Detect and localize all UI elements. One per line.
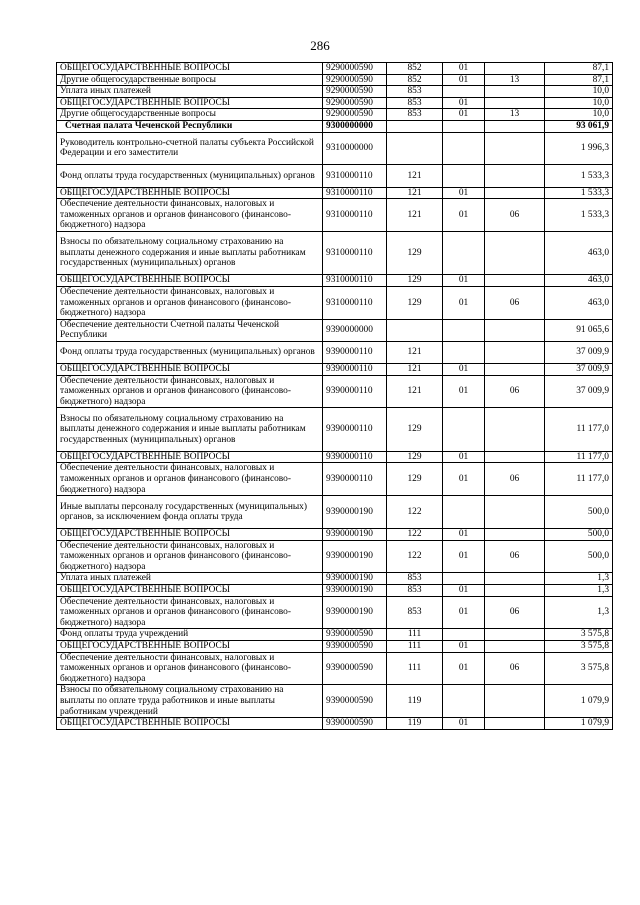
table-row [57, 63, 613, 75]
row-expense-type-cell: 852 [387, 74, 443, 86]
row-code-cell: 9390000590 [323, 718, 387, 730]
row-amount-cell: 87,1 [545, 74, 613, 86]
row-name-cell: Фонд оплаты труда государственных (муниципальных) органов [57, 165, 323, 187]
row-code-cell: 9290000590 [323, 86, 387, 98]
row-code-cell: 9310000110 [323, 187, 387, 199]
row-code-cell: 9390000110 [323, 451, 387, 463]
row-name-cell: Обеспечение деятельности финансовых, налоговых и таможенных органов и органов финансового (финансово-бюджетного) надзора [57, 199, 323, 232]
row-expense-type-cell: 129 [387, 231, 443, 274]
row-section-cell: 01 [443, 451, 485, 463]
row-subsection-cell [485, 63, 545, 75]
row-subsection-cell: 06 [485, 652, 545, 685]
row-amount-cell: 500,0 [545, 496, 613, 529]
row-section-cell: 01 [443, 540, 485, 573]
row-amount-cell: 93 061,9 [545, 120, 613, 132]
row-expense-type-cell: 129 [387, 463, 443, 496]
row-name-cell: Обеспечение деятельности финансовых, налоговых и таможенных органов и органов финансового (финансово-бюджетного) надзора [57, 286, 323, 319]
row-amount-cell: 500,0 [545, 529, 613, 541]
row-subsection-cell [485, 364, 545, 376]
row-expense-type-cell: 853 [387, 596, 443, 629]
row-subsection-cell [485, 86, 545, 98]
row-name-cell: Обеспечение деятельности Счетной палаты Чеченской Республики [57, 319, 323, 341]
row-name-cell: ОБЩЕГОСУДАРСТВЕННЫЕ ВОПРОСЫ [57, 641, 323, 653]
row-expense-type-cell: 121 [387, 165, 443, 187]
row-section-cell: 01 [443, 97, 485, 109]
row-expense-type-cell: 129 [387, 408, 443, 451]
row-subsection-cell [485, 496, 545, 529]
row-section-cell: 01 [443, 74, 485, 86]
row-subsection-cell: 06 [485, 463, 545, 496]
row-section-cell: 01 [443, 364, 485, 376]
row-name-cell: Взносы по обязательному социальному страхованию на выплаты по оплате труда работников и иные выплаты работникам учреждений [57, 685, 323, 718]
row-amount-cell: 87,1 [545, 63, 613, 75]
row-code-cell: 9390000190 [323, 540, 387, 573]
row-expense-type-cell: 853 [387, 573, 443, 585]
row-section-cell: 01 [443, 641, 485, 653]
row-code-cell: 9310000110 [323, 165, 387, 187]
table-row [57, 375, 613, 408]
row-expense-type-cell [387, 132, 443, 165]
row-subsection-cell [485, 187, 545, 199]
row-expense-type-cell: 853 [387, 97, 443, 109]
table-row [57, 165, 613, 187]
table-row [57, 319, 613, 341]
row-section-cell: 01 [443, 718, 485, 730]
row-amount-cell: 3 575,8 [545, 652, 613, 685]
row-subsection-cell [485, 319, 545, 341]
row-amount-cell: 10,0 [545, 86, 613, 98]
table-row [57, 275, 613, 287]
row-name-cell: ОБЩЕГОСУДАРСТВЕННЫЕ ВОПРОСЫ [57, 63, 323, 75]
row-amount-cell: 1 533,3 [545, 199, 613, 232]
row-name-cell: ОБЩЕГОСУДАРСТВЕННЫЕ ВОПРОСЫ [57, 718, 323, 730]
row-subsection-cell [485, 685, 545, 718]
page-number: 286 [310, 38, 330, 53]
row-amount-cell: 463,0 [545, 231, 613, 274]
row-code-cell: 9390000590 [323, 685, 387, 718]
row-subsection-cell: 06 [485, 199, 545, 232]
row-section-cell: 01 [443, 596, 485, 629]
row-code-cell: 9390000190 [323, 596, 387, 629]
table-row [57, 286, 613, 319]
row-expense-type-cell: 121 [387, 364, 443, 376]
row-name-cell: Руководитель контрольно-счетной палаты субъекта Российской Федерации и его заместители [57, 132, 323, 165]
table-row [57, 685, 613, 718]
row-name-cell: Фонд оплаты труда учреждений [57, 629, 323, 641]
row-section-cell [443, 685, 485, 718]
row-subsection-cell [485, 165, 545, 187]
row-code-cell: 9390000190 [323, 573, 387, 585]
row-expense-type-cell: 853 [387, 86, 443, 98]
row-amount-cell: 1 533,3 [545, 165, 613, 187]
row-amount-cell: 1,3 [545, 585, 613, 597]
row-expense-type-cell: 121 [387, 199, 443, 232]
table-row [57, 341, 613, 363]
row-section-cell: 01 [443, 63, 485, 75]
row-amount-cell: 3 575,8 [545, 641, 613, 653]
table-row [57, 496, 613, 529]
row-section-cell: 01 [443, 463, 485, 496]
row-section-cell: 01 [443, 375, 485, 408]
table-row [57, 451, 613, 463]
row-subsection-cell: 06 [485, 375, 545, 408]
row-code-cell: 9300000000 [323, 120, 387, 132]
row-section-cell [443, 496, 485, 529]
row-code-cell: 9310000110 [323, 275, 387, 287]
row-amount-cell: 91 065,6 [545, 319, 613, 341]
table-row [57, 187, 613, 199]
row-amount-cell: 11 177,0 [545, 451, 613, 463]
row-section-cell: 01 [443, 652, 485, 685]
row-subsection-cell [485, 573, 545, 585]
row-name-cell: ОБЩЕГОСУДАРСТВЕННЫЕ ВОПРОСЫ [57, 275, 323, 287]
row-amount-cell: 11 177,0 [545, 408, 613, 451]
row-amount-cell: 463,0 [545, 275, 613, 287]
row-subsection-cell [485, 97, 545, 109]
row-expense-type-cell [387, 319, 443, 341]
row-subsection-cell [485, 120, 545, 132]
row-section-cell [443, 86, 485, 98]
row-section-cell: 01 [443, 286, 485, 319]
budget-table [56, 62, 613, 730]
row-code-cell: 9390000110 [323, 408, 387, 451]
row-code-cell: 9390000590 [323, 629, 387, 641]
row-subsection-cell [485, 585, 545, 597]
row-section-cell: 01 [443, 275, 485, 287]
row-name-cell: ОБЩЕГОСУДАРСТВЕННЫЕ ВОПРОСЫ [57, 187, 323, 199]
row-expense-type-cell: 122 [387, 529, 443, 541]
row-subsection-cell [485, 718, 545, 730]
row-name-cell: Обеспечение деятельности финансовых, налоговых и таможенных органов и органов финансового (финансово-бюджетного) надзора [57, 463, 323, 496]
row-section-cell [443, 165, 485, 187]
row-code-cell: 9390000000 [323, 319, 387, 341]
row-expense-type-cell: 121 [387, 341, 443, 363]
row-code-cell: 9390000110 [323, 375, 387, 408]
row-section-cell [443, 231, 485, 274]
row-name-cell: Обеспечение деятельности финансовых, налоговых и таможенных органов и органов финансового (финансово-бюджетного) надзора [57, 596, 323, 629]
row-code-cell: 9390000110 [323, 341, 387, 363]
row-subsection-cell: 06 [485, 286, 545, 319]
table-row [57, 596, 613, 629]
row-amount-cell: 3 575,8 [545, 629, 613, 641]
row-section-cell [443, 341, 485, 363]
row-name-cell: Другие общегосударственные вопросы [57, 109, 323, 121]
row-amount-cell: 500,0 [545, 540, 613, 573]
row-code-cell: 9390000110 [323, 364, 387, 376]
row-name-cell: ОБЩЕГОСУДАРСТВЕННЫЕ ВОПРОСЫ [57, 585, 323, 597]
row-name-cell: Другие общегосударственные вопросы [57, 74, 323, 86]
row-amount-cell: 463,0 [545, 286, 613, 319]
table-row [57, 74, 613, 86]
row-amount-cell: 1 079,9 [545, 718, 613, 730]
row-section-cell: 01 [443, 109, 485, 121]
row-expense-type-cell: 852 [387, 63, 443, 75]
row-amount-cell: 37 009,9 [545, 341, 613, 363]
row-expense-type-cell: 121 [387, 375, 443, 408]
row-code-cell: 9390000190 [323, 585, 387, 597]
table-row [57, 641, 613, 653]
row-name-cell: Обеспечение деятельности финансовых, налоговых и таможенных органов и органов финансового (финансово-бюджетного) надзора [57, 652, 323, 685]
table-row [57, 463, 613, 496]
row-code-cell: 9290000590 [323, 97, 387, 109]
row-expense-type-cell: 111 [387, 652, 443, 685]
row-subsection-cell: 13 [485, 109, 545, 121]
row-section-cell [443, 132, 485, 165]
table-row [57, 573, 613, 585]
row-subsection-cell [485, 341, 545, 363]
table-row [57, 718, 613, 730]
row-name-cell: Иные выплаты персоналу государственных (муниципальных) органов, за исключением фонда оплаты труда [57, 496, 323, 529]
table-row [57, 364, 613, 376]
row-name-cell: ОБЩЕГОСУДАРСТВЕННЫЕ ВОПРОСЫ [57, 364, 323, 376]
row-section-cell [443, 319, 485, 341]
row-amount-cell: 1 079,9 [545, 685, 613, 718]
row-name-cell: Уплата иных платежей [57, 573, 323, 585]
row-code-cell: 9390000190 [323, 496, 387, 529]
row-section-cell [443, 408, 485, 451]
row-subsection-cell [485, 629, 545, 641]
row-section-cell [443, 120, 485, 132]
row-code-cell: 9390000590 [323, 641, 387, 653]
table-row [57, 120, 613, 132]
row-subsection-cell: 06 [485, 540, 545, 573]
row-name-cell: ОБЩЕГОСУДАРСТВЕННЫЕ ВОПРОСЫ [57, 451, 323, 463]
table-row [57, 529, 613, 541]
row-name-cell: Уплата иных платежей [57, 86, 323, 98]
row-amount-cell: 1,3 [545, 573, 613, 585]
row-expense-type-cell: 111 [387, 629, 443, 641]
row-amount-cell: 10,0 [545, 97, 613, 109]
row-code-cell: 9310000110 [323, 231, 387, 274]
row-amount-cell: 37 009,9 [545, 375, 613, 408]
row-expense-type-cell: 129 [387, 451, 443, 463]
row-amount-cell: 1 996,3 [545, 132, 613, 165]
budget-table-body [57, 63, 613, 730]
row-subsection-cell [485, 275, 545, 287]
row-code-cell: 9310000000 [323, 132, 387, 165]
row-subsection-cell: 06 [485, 596, 545, 629]
row-expense-type-cell: 129 [387, 286, 443, 319]
row-subsection-cell: 13 [485, 74, 545, 86]
row-name-cell: Обеспечение деятельности финансовых, налоговых и таможенных органов и органов финансового (финансово-бюджетного) надзора [57, 375, 323, 408]
row-subsection-cell [485, 451, 545, 463]
row-expense-type-cell: 129 [387, 275, 443, 287]
row-amount-cell: 10,0 [545, 109, 613, 121]
row-amount-cell: 11 177,0 [545, 463, 613, 496]
table-row [57, 652, 613, 685]
row-name-cell: Взносы по обязательному социальному страхованию на выплаты денежного содержания и иные выплаты работникам государственных (муниципальных) органов [57, 408, 323, 451]
row-section-cell: 01 [443, 529, 485, 541]
row-expense-type-cell: 121 [387, 187, 443, 199]
row-section-cell [443, 573, 485, 585]
row-name-cell: Обеспечение деятельности финансовых, налоговых и таможенных органов и органов финансового (финансово-бюджетного) надзора [57, 540, 323, 573]
row-code-cell: 9310000110 [323, 199, 387, 232]
row-code-cell: 9390000110 [323, 463, 387, 496]
row-expense-type-cell: 119 [387, 685, 443, 718]
table-row [57, 540, 613, 573]
row-expense-type-cell: 853 [387, 585, 443, 597]
row-name-cell: Счетная палата Чеченской Республики [57, 120, 323, 132]
row-section-cell [443, 629, 485, 641]
table-row [57, 199, 613, 232]
row-amount-cell: 1 533,3 [545, 187, 613, 199]
row-name-cell: Фонд оплаты труда государственных (муниципальных) органов [57, 341, 323, 363]
row-code-cell: 9390000190 [323, 529, 387, 541]
table-row [57, 132, 613, 165]
table-row [57, 585, 613, 597]
row-subsection-cell [485, 529, 545, 541]
row-subsection-cell [485, 231, 545, 274]
row-expense-type-cell: 111 [387, 641, 443, 653]
row-expense-type-cell: 853 [387, 109, 443, 121]
row-code-cell: 9290000590 [323, 74, 387, 86]
row-section-cell: 01 [443, 199, 485, 232]
row-name-cell: Взносы по обязательному социальному страхованию на выплаты денежного содержания и иные выплаты работникам государственных (муниципальных) органов [57, 231, 323, 274]
row-name-cell: ОБЩЕГОСУДАРСТВЕННЫЕ ВОПРОСЫ [57, 97, 323, 109]
row-code-cell: 9290000590 [323, 109, 387, 121]
table-row [57, 86, 613, 98]
table-row [57, 97, 613, 109]
table-row [57, 109, 613, 121]
row-code-cell: 9310000110 [323, 286, 387, 319]
row-subsection-cell [485, 641, 545, 653]
row-subsection-cell [485, 408, 545, 451]
row-expense-type-cell [387, 120, 443, 132]
row-section-cell: 01 [443, 187, 485, 199]
row-name-cell: ОБЩЕГОСУДАРСТВЕННЫЕ ВОПРОСЫ [57, 529, 323, 541]
row-amount-cell: 1,3 [545, 596, 613, 629]
row-amount-cell: 37 009,9 [545, 364, 613, 376]
row-code-cell: 9290000590 [323, 63, 387, 75]
row-section-cell: 01 [443, 585, 485, 597]
table-row [57, 231, 613, 274]
table-row [57, 629, 613, 641]
row-expense-type-cell: 119 [387, 718, 443, 730]
row-expense-type-cell: 122 [387, 496, 443, 529]
row-code-cell: 9390000590 [323, 652, 387, 685]
row-subsection-cell [485, 132, 545, 165]
row-expense-type-cell: 122 [387, 540, 443, 573]
table-row [57, 408, 613, 451]
